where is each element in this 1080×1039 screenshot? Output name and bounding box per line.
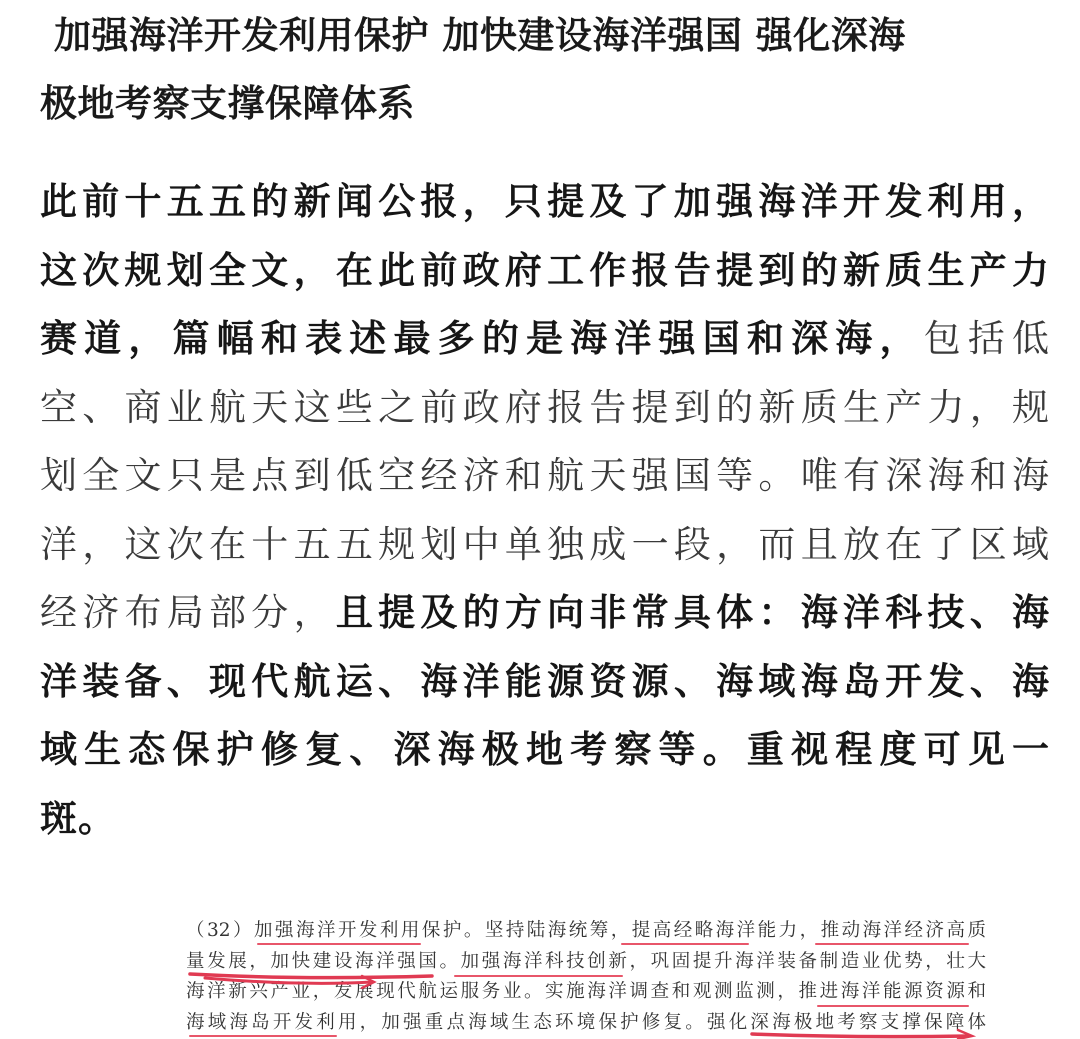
- article-body: [40, 168, 1050, 853]
- article-heading: [40, 2, 1050, 138]
- body-line-1: 此前十五五的新闻公报，只提及了加强海洋开发利用，: [40, 180, 1050, 223]
- body-line-3-bold: 赛道，篇幅和表述最多的是海洋强国和深海，: [40, 317, 924, 360]
- body-line-10: 斑。: [40, 796, 116, 840]
- body-line-6: 洋，这次在十五五规划中单独成一段，而且放在了区域: [40, 522, 1050, 566]
- body-line-9: 域生态保护修复、深海极地考察等。重视程度可见一: [40, 728, 1050, 771]
- quote-line-1: （32）加强海洋开发利用保护。坚持陆海统筹，提高经略海洋能力，推动海洋经济高质: [186, 920, 986, 941]
- body-line-8: 洋装备、现代航运、海洋能源资源、海域海岛开发、海: [40, 659, 1050, 703]
- quote-line-3: 海洋新兴产业，发展现代航运服务业。实施海洋调查和观测监测，推进海洋能源资源和: [186, 981, 986, 1002]
- body-line-5: 划全文只是点到低空经济和航天强国等。唯有深海和海: [40, 454, 1050, 497]
- body-line-2: 这次规划全文，在此前政府工作报告提到的新质生产力: [40, 248, 1050, 292]
- body-line-7: [40, 579, 1050, 648]
- quote-line-2: 量发展，加快建设海洋强国。加强海洋科技创新，巩固提升海洋装备制造业优势，壮大: [186, 950, 986, 972]
- heading-line-1: 加强海洋开发利用保护 加快建设海洋强国 强化深海: [54, 14, 906, 57]
- quote-line-4: 海域海岛开发利用，加强重点海域生态环境保护修复。强化深海极地考察支撑保障体: [186, 1011, 986, 1033]
- heading-line-2: 极地考察支撑保障体系: [40, 82, 415, 125]
- body-line-4: 空、商业航天这些之前政府报告提到的新质生产力，规: [40, 385, 1050, 429]
- body-line-3: [40, 305, 1050, 374]
- quoted-excerpt-image: [186, 916, 986, 1038]
- body-line-7-normal: 经济布局部分，: [40, 591, 336, 634]
- body-line-7-bold: 且提及的方向非常具体：海洋科技、海: [335, 591, 1051, 634]
- body-line-3-normal: 包括低: [923, 317, 1051, 360]
